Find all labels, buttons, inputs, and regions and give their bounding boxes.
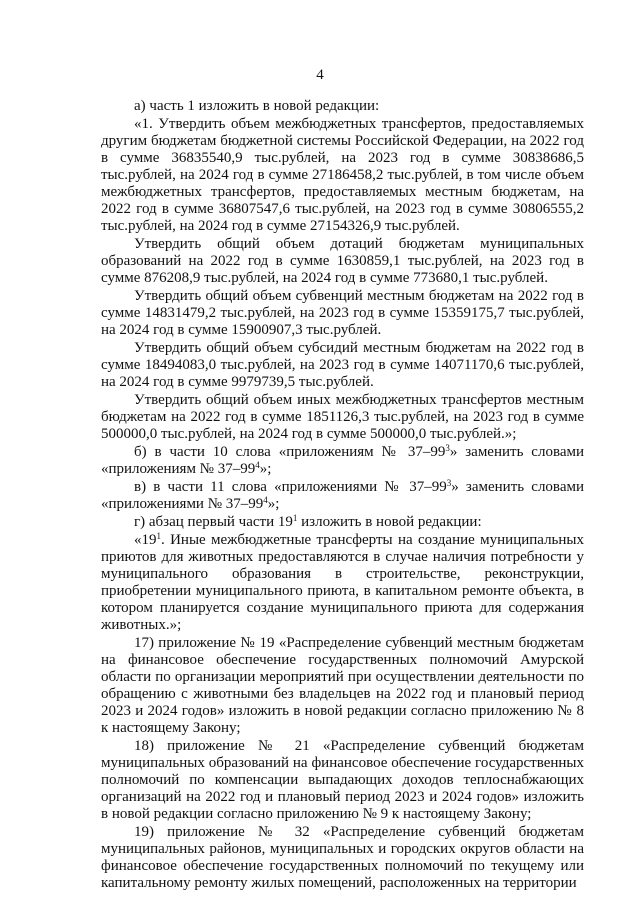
superscript: 1 <box>292 513 298 523</box>
paragraph-b-text-1: б) в части 10 слова «приложениям № 37–99 <box>134 444 446 460</box>
superscript: 4 <box>263 495 268 505</box>
paragraph-item-18: 18) приложение № 21 «Распределение субвенций бюджетам муниципальных образований на финансовое обеспечение государственных полномочий по компенсации выпадающих доходов теплоснабжающих организаций на 2022 год и плановый период 2023 и 2024 годов» изложить в новой редакции согласно приложению № 9 к настоящему Закону; <box>101 738 584 822</box>
superscript: 3 <box>446 478 452 488</box>
superscript: 3 <box>445 443 450 453</box>
page-number: 4 <box>316 67 324 83</box>
paragraph-19-text-2: . Иные межбюджетные трансферты на создание муниципальных приютов для животных предоставляются в случае наличия потребности у муниципального образования в строительстве, реконструкции, приобретении муниципального приюта, в капитальном ремонте объекта, в котором планируется создание муниципального приюта для содержания животных.»; <box>101 532 584 633</box>
document-body <box>101 98 584 893</box>
paragraph-subventions: Утвердить общий объем субвенций местным бюджетам на 2022 год в сумме 14831479,2 тыс.рублей, на 2023 год в сумме 15359175,7 тыс.рублей, на 2024 год в сумме 15900907,3 тыс.рублей. <box>101 288 584 338</box>
paragraph-part-1-text: «1. Утвердить объем межбюджетных трансфертов, предоставляемых другим бюджетам бюджетной системы Российской Федерации, на 2022 год в сумме 36835540,9 тыс.рублей, на 2023 год в сумме 30838686,5 тыс.рублей, на 2024 год в сумме 27186458,2 тыс.рублей, в том числе объем межбюджетных трансфертов, предоставляемых местным бюджетам, на 2022 год в сумме 36807547,6 тыс.рублей, на 2023 год в сумме 30806555,2 тыс.рублей, на 2024 год в сумме 27154326,9 тыс.рублей. <box>101 116 584 234</box>
paragraph-a: а) часть 1 изложить в новой редакции: <box>134 98 380 114</box>
paragraph-b-text-3: »; <box>259 461 272 477</box>
paragraph-subsidies-dotations: Утвердить общий объем дотаций бюджетам муниципальных образований на 2022 год в сумме 1630859,1 тыс.рублей, на 2023 год в сумме 876208,9 тыс.рублей, на 2024 год в сумме 773680,1 тыс.рублей. <box>101 236 584 286</box>
paragraph-g-text-2: изложить в новой редакции: <box>297 514 482 530</box>
paragraph-item-17: 17) приложение № 19 «Распределение субвенций местным бюджетам на финансовое обеспечение государственных полномочий Амурской области по организации мероприятий при осуществлении деятельности по обращению с животными без владельцев на 2022 год и плановый период 2023 и 2024 годов» изложить в новой редакции согласно приложению № 8 к настоящему Закону; <box>101 635 584 736</box>
paragraph-other-transfers: Утвердить общий объем иных межбюджетных трансфертов местным бюджетам на 2022 год в сумме 1851126,3 тыс.рублей, на 2023 год в сумме 500000,0 тыс.рублей, на 2024 год в сумме 500000,0 тыс.рублей.»; <box>101 392 584 442</box>
paragraph-g-text-1: г) абзац первый части 19 <box>134 514 293 530</box>
superscript: 4 <box>255 460 260 470</box>
paragraph-b-text-2: » заменить словами «приложениям № 37–99 <box>101 444 585 477</box>
superscript: 1 <box>156 531 161 541</box>
paragraph-part-19-1 <box>101 532 584 634</box>
paragraph-v <box>101 479 584 513</box>
paragraph-g <box>101 514 584 531</box>
paragraph-b <box>101 444 584 478</box>
paragraph-19-text-1: «19 <box>134 532 157 548</box>
paragraph-v-text-3: »; <box>267 496 280 512</box>
paragraph-v-text-2: » заменить словами «приложениями № 37–99 <box>101 479 584 512</box>
paragraph-item-19: 19) приложение № 32 «Распределение субвенций бюджетам муниципальных районов, муниципальных и городских округов области на финансовое обеспечение государственных полномочий по текущему или капитальному ремонту жилых помещений, расположенных на территории <box>101 824 584 891</box>
paragraph-v-text-1: в) в части 11 слова «приложениями № 37–99 <box>134 479 447 495</box>
paragraph-subsidies: Утвердить общий объем субсидий местным бюджетам на 2022 год в сумме 18494083,0 тыс.рублей, на 2023 год в сумме 14071170,6 тыс.рублей, на 2024 год в сумме 9979739,5 тыс.рублей. <box>101 340 584 390</box>
